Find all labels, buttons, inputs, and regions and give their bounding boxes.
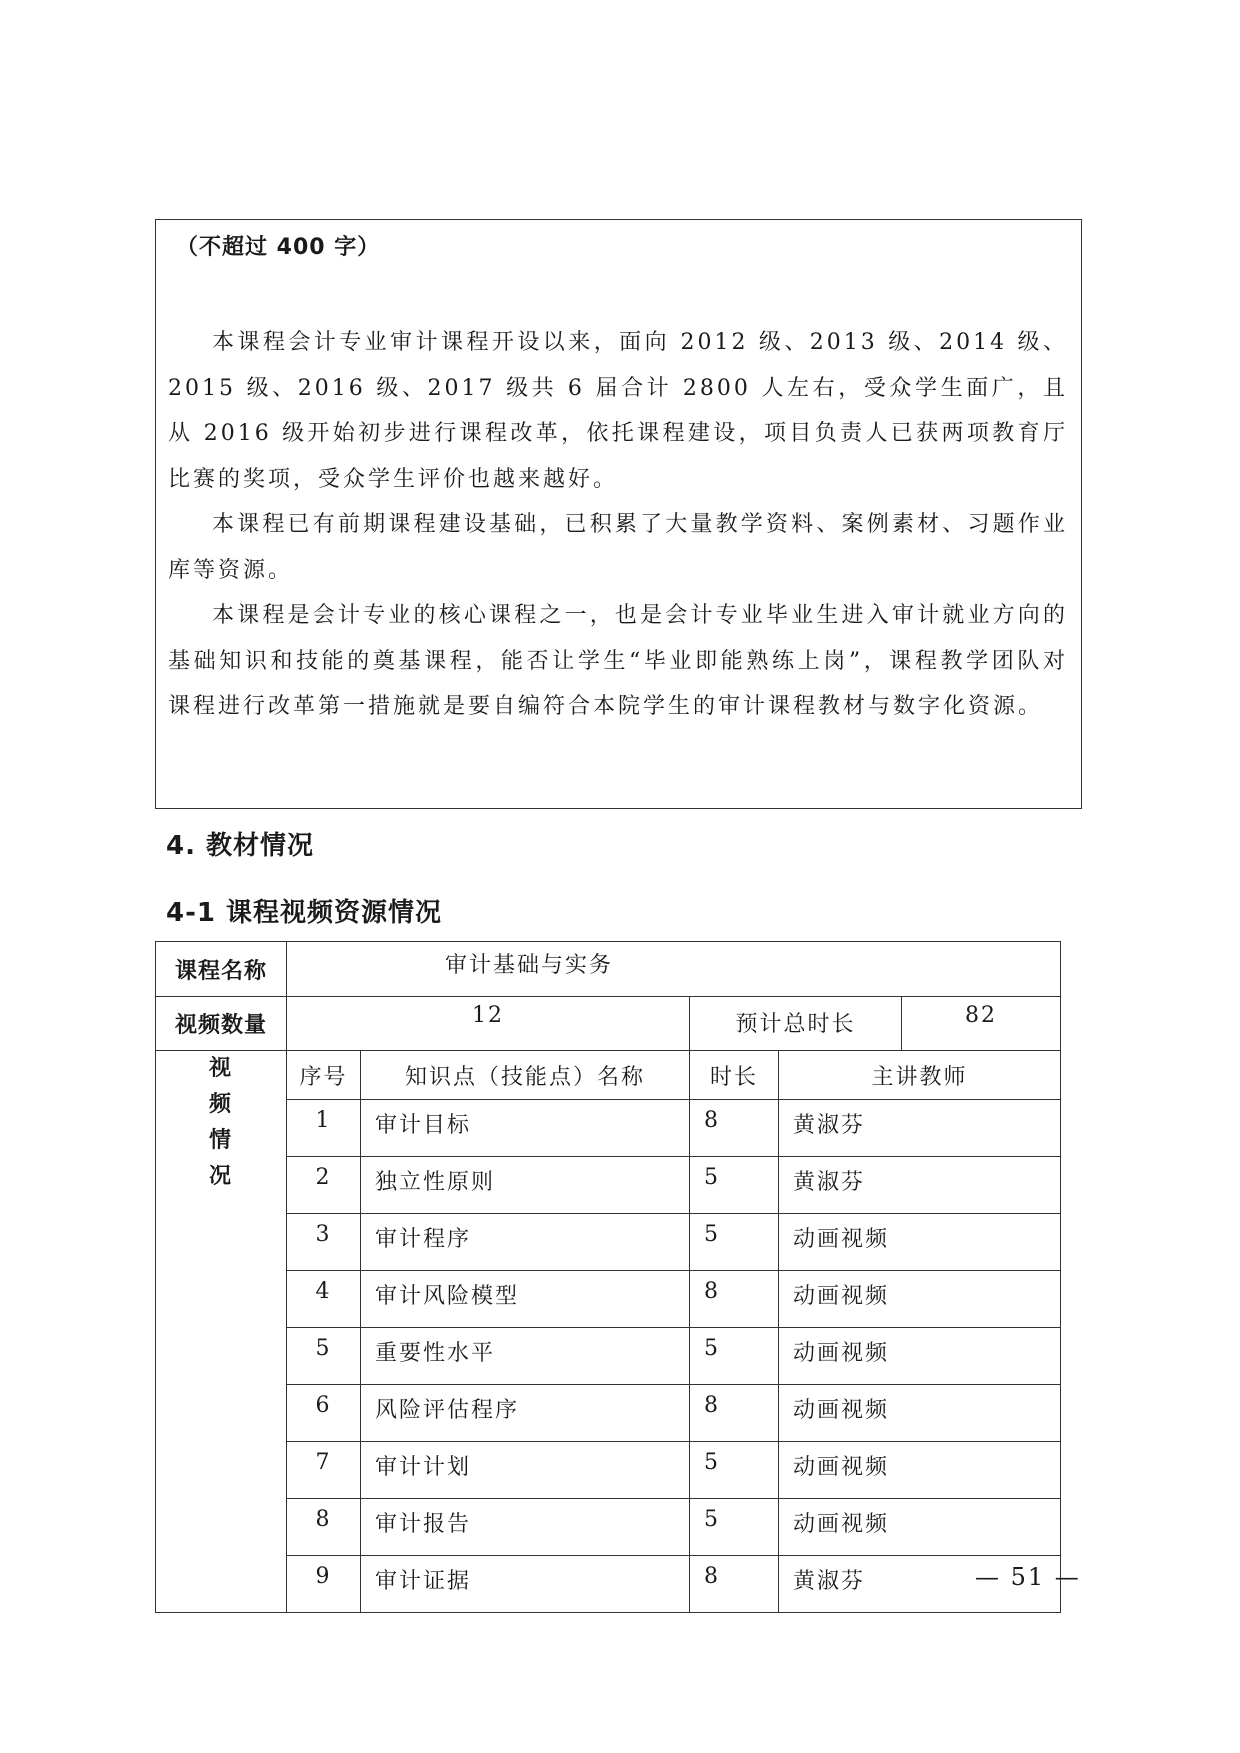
- intro-paragraph: 本课程会计专业审计课程开设以来，面向 2012 级、2013 级、2014 级、2015 级、2016 级、2017 级共 6 届合计 2800 人左右，受众学生面广，且从 2016 级开始初步进行课程改革，依托课程建设，项目负责人已获两项教育厅比赛的奖项，受众学生评价也越来越好。: [168, 330, 1068, 492]
- row-no: 1: [287, 1100, 361, 1157]
- row-duration: 8: [690, 1385, 779, 1442]
- table-row: [156, 1214, 1061, 1271]
- row-teacher: 黄淑芬: [779, 1157, 1061, 1214]
- row-teacher: 动画视频: [779, 1271, 1061, 1328]
- row-teacher: 动画视频: [779, 1442, 1061, 1499]
- row-teacher: 动画视频: [779, 1214, 1061, 1271]
- video-count-label: 视频数量: [156, 997, 287, 1051]
- row-duration: 5: [690, 1499, 779, 1556]
- subsection-heading: 4-1 课程视频资源情况: [166, 898, 443, 928]
- row-no: 3: [287, 1214, 361, 1271]
- row-topic: 审计目标: [361, 1100, 690, 1157]
- row-teacher: 黄淑芬: [779, 1556, 1061, 1613]
- row-teacher: 动画视频: [779, 1385, 1061, 1442]
- intro-body: [168, 320, 1068, 730]
- page-number: — 51 —: [975, 1563, 1081, 1591]
- column-header-teacher: 主讲教师: [779, 1051, 1061, 1100]
- video-section-label-text: 视频情况: [208, 1056, 233, 1189]
- column-header-no: 序号: [287, 1051, 361, 1100]
- row-topic: 审计证据: [361, 1556, 690, 1613]
- row-topic: 审计程序: [361, 1214, 690, 1271]
- video-count-row: [156, 997, 1061, 1051]
- course-name-value: [287, 942, 1061, 997]
- row-topic: 重要性水平: [361, 1328, 690, 1385]
- video-count-value: 12: [287, 997, 690, 1051]
- course-name-row: [156, 942, 1061, 997]
- row-duration: 8: [690, 1556, 779, 1613]
- row-teacher: 动画视频: [779, 1328, 1061, 1385]
- intro-text-box: [155, 219, 1082, 809]
- row-topic: 风险评估程序: [361, 1385, 690, 1442]
- section-heading: 4. 教材情况: [166, 831, 315, 861]
- row-duration: 5: [690, 1157, 779, 1214]
- table-row: [156, 1271, 1061, 1328]
- table-row: [156, 1556, 1061, 1613]
- row-no: 9: [287, 1556, 361, 1613]
- row-duration: 5: [690, 1214, 779, 1271]
- row-no: 4: [287, 1271, 361, 1328]
- table-row: [156, 1328, 1061, 1385]
- row-topic: 审计风险模型: [361, 1271, 690, 1328]
- intro-paragraph: 本课程已有前期课程建设基础，已积累了大量教学资料、案例素材、习题作业库等资源。: [168, 512, 1068, 583]
- row-duration: 5: [690, 1328, 779, 1385]
- total-duration-label: 预计总时长: [690, 997, 902, 1050]
- row-no: 2: [287, 1157, 361, 1214]
- column-header-row: [156, 1051, 1061, 1100]
- course-name-label: 课程名称: [156, 942, 287, 997]
- total-duration-value: 82: [965, 1003, 997, 1028]
- row-no: 8: [287, 1499, 361, 1556]
- row-no: 6: [287, 1385, 361, 1442]
- intro-paragraph: 本课程是会计专业的核心课程之一，也是会计专业毕业生进入审计就业方向的基础知识和技能的奠基课程，能否让学生“毕业即能熟练上岗”，课程教学团队对课程进行改革第一措施就是要自编符合本院学生的审计课程教材与数字化资源。: [168, 603, 1068, 719]
- row-topic: 独立性原则: [361, 1157, 690, 1214]
- course-name-text: 审计基础与实务: [445, 953, 614, 978]
- table-row: [156, 1499, 1061, 1556]
- duration-cell: [690, 997, 1061, 1051]
- row-teacher: 黄淑芬: [779, 1100, 1061, 1157]
- column-header-topic: 知识点（技能点）名称: [361, 1051, 690, 1100]
- table-row: [156, 1100, 1061, 1157]
- video-section-label: [156, 1051, 287, 1613]
- row-duration: 8: [690, 1271, 779, 1328]
- row-teacher: 动画视频: [779, 1499, 1061, 1556]
- word-limit-note: （不超过 400 字）: [176, 235, 381, 260]
- row-duration: 8: [690, 1100, 779, 1157]
- table-row: [156, 1157, 1061, 1214]
- row-no: 7: [287, 1442, 361, 1499]
- table-row: [156, 1442, 1061, 1499]
- row-topic: 审计计划: [361, 1442, 690, 1499]
- column-header-duration: 时长: [690, 1051, 779, 1100]
- row-topic: 审计报告: [361, 1499, 690, 1556]
- row-duration: 5: [690, 1442, 779, 1499]
- row-no: 5: [287, 1328, 361, 1385]
- table-row: [156, 1385, 1061, 1442]
- video-resource-table: [155, 941, 1061, 1613]
